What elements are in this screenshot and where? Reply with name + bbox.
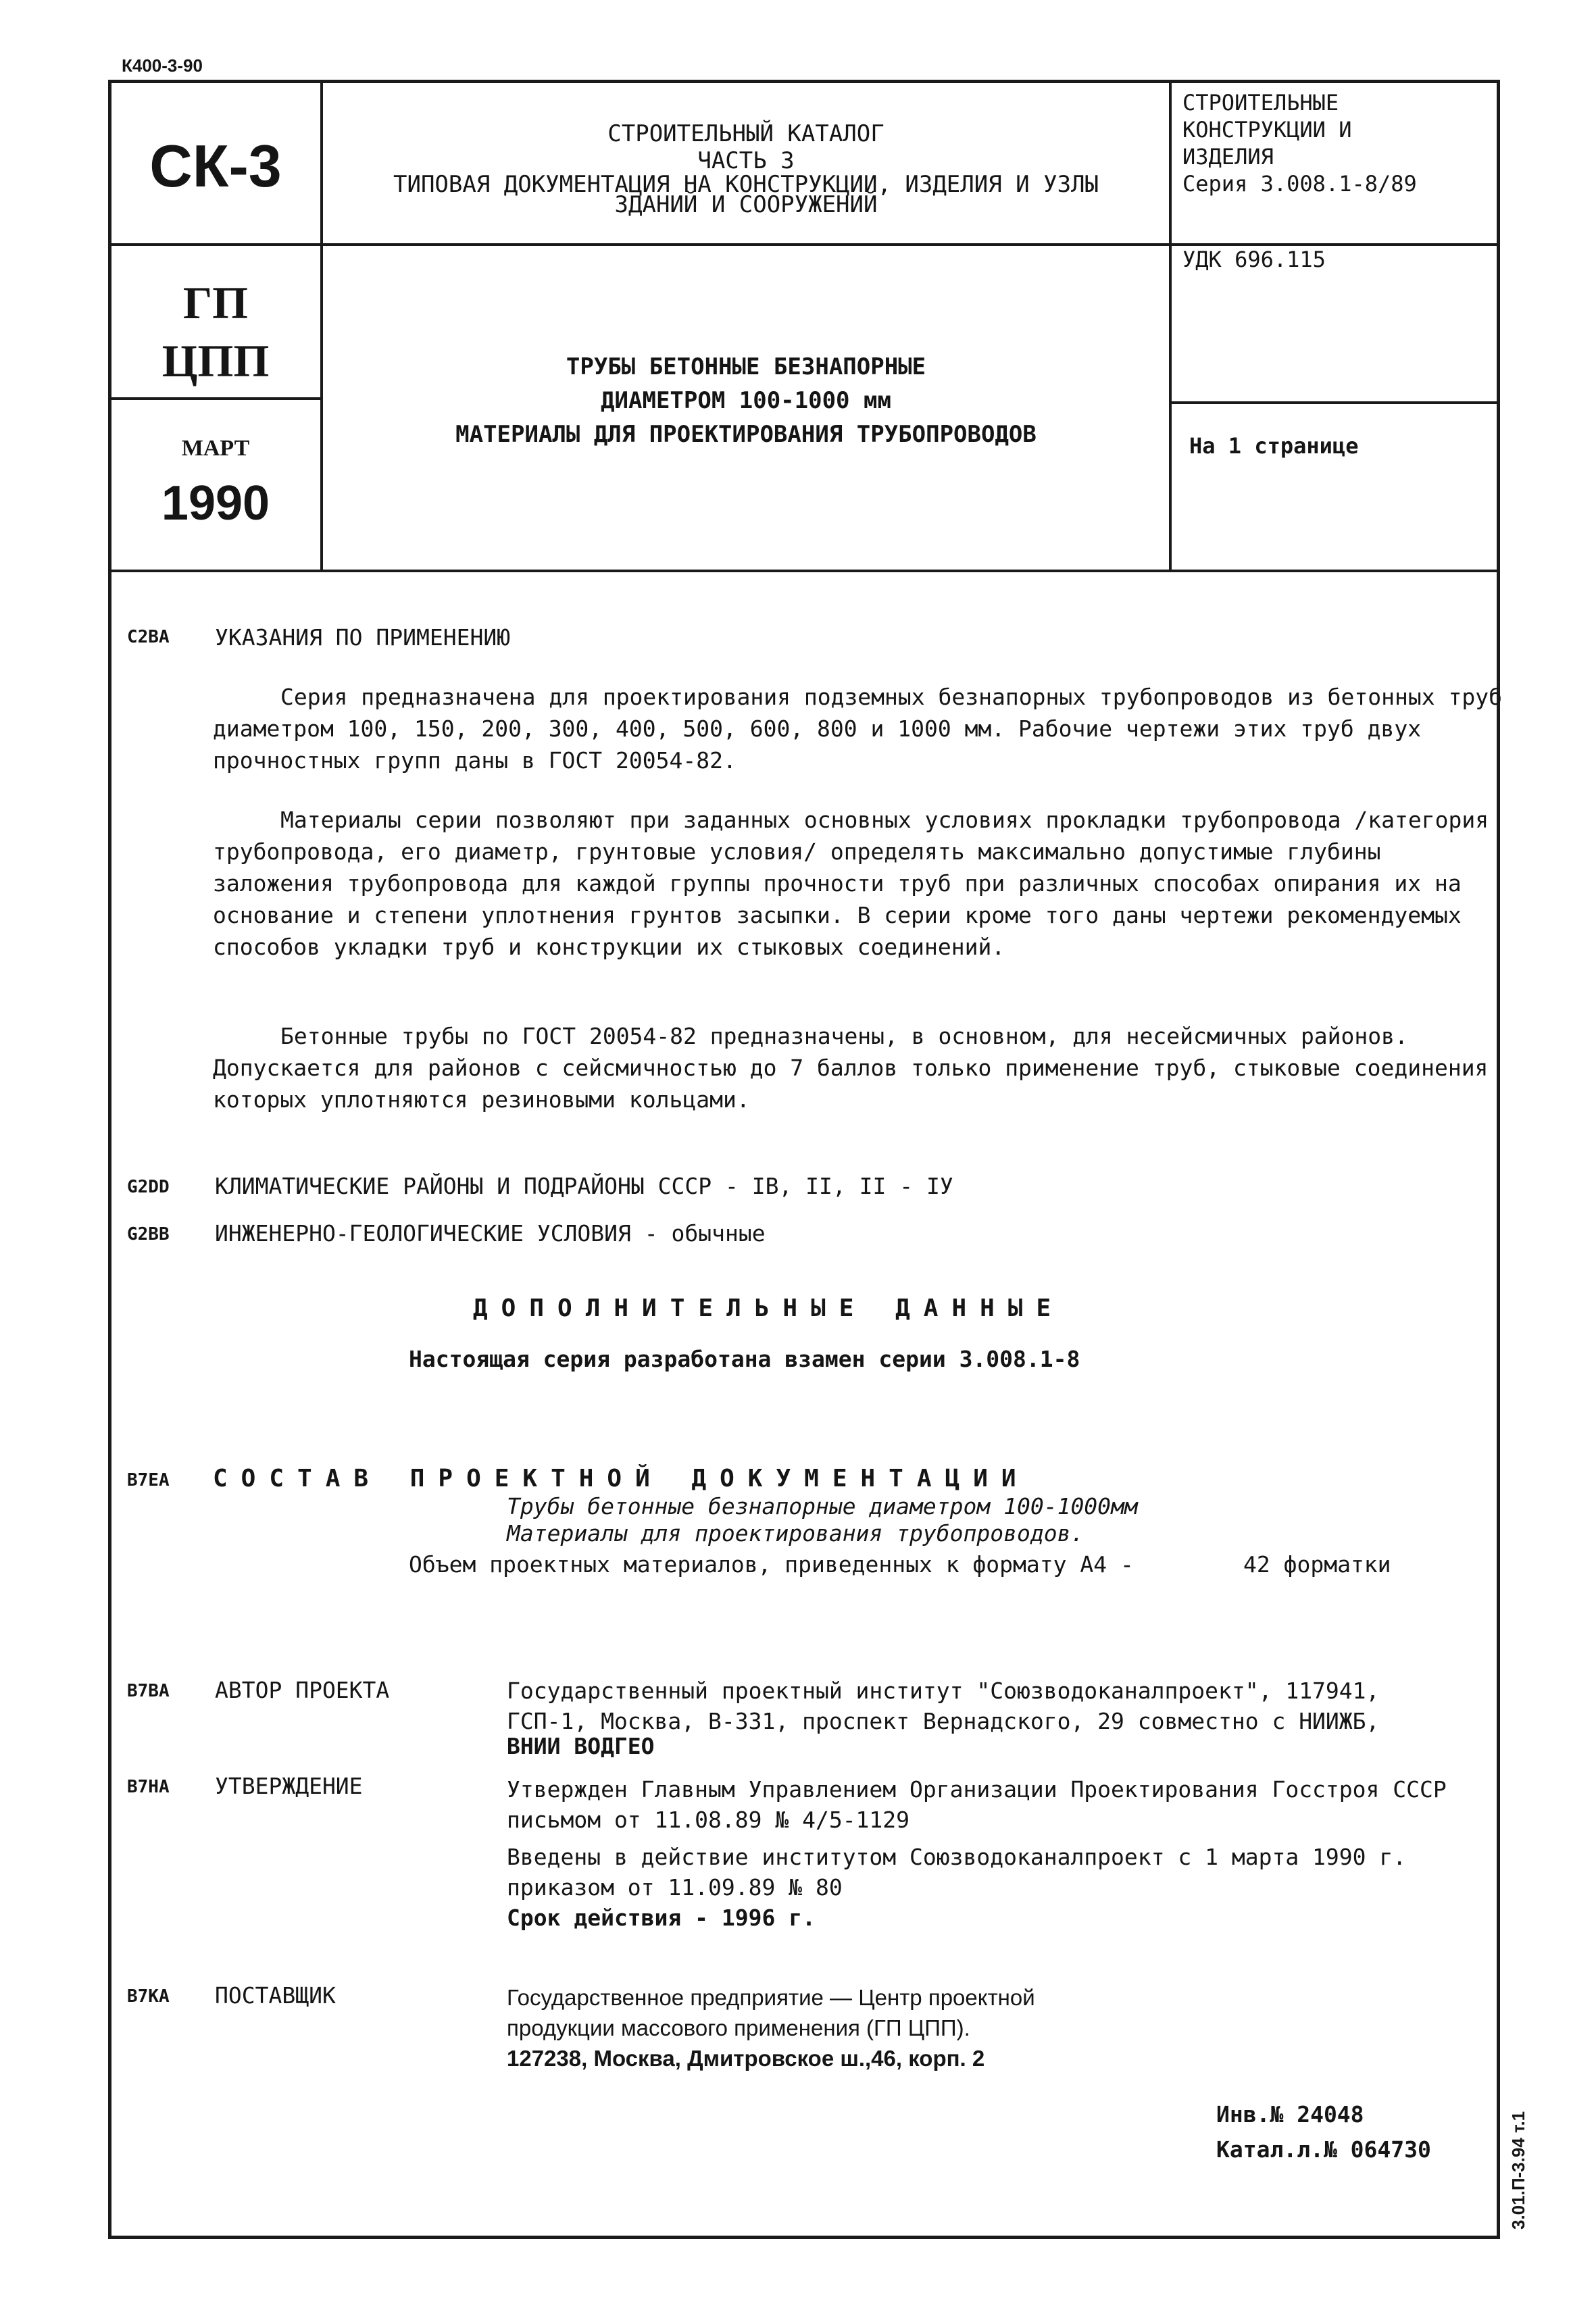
additional-heading: ДОПОЛНИТЕЛЬНЫЕ ДАННЫЕ <box>473 1294 1065 1322</box>
year: 1990 <box>161 476 270 530</box>
approval-label: УТВЕРЖДЕНИЕ <box>215 1773 363 1799</box>
catalog-title-line-1: СТРОИТЕЛЬНЫЙ КАТАЛОГ <box>607 120 884 147</box>
organization-line-1: ГП <box>182 277 249 328</box>
catalog-title-line-2: ЧАСТЬ 3 <box>697 147 795 174</box>
supplier-line-3: 127238, Москва, Дмитровское ш.,46, корп. 2 <box>507 2046 985 2071</box>
code-box: СК-3 <box>149 132 282 199</box>
catalog-title-line-4: ЗДАНИЙ И СООРУЖЕНИЙ <box>614 191 878 218</box>
approval-line-5: Срок действия - 1996 г. <box>507 1905 816 1931</box>
section-info-line-1: СТРОИТЕЛЬНЫЕ <box>1182 90 1339 116</box>
composition-volume-value: 42 форматки <box>1243 1551 1391 1578</box>
application-paragraph-1: Серия предназначена для проектирования подземных безнапорных трубопроводов из бетонных труб диаметром 100, 150, 200, 300, 400, 500, 600, 800 и 1000 мм. Рабочие чертежи этих труб двух прочностных групп даны в ГОСТ 20054-82. <box>213 684 1502 774</box>
organization-line-2: ЦПП <box>161 335 270 386</box>
supplier-line-1: Государственное предприятие — Центр проектной <box>507 1985 1035 2010</box>
author-line-2: ГСП-1, Москва, В-331, проспект Вернадского, 29 совместно с НИИЖБ, <box>507 1708 1380 1734</box>
author-label: АВТОР ПРОЕКТА <box>215 1677 390 1703</box>
catalog-title-line-3: ТИПОВАЯ ДОКУМЕНТАЦИЯ НА КОНСТРУКЦИИ, ИЗДЕЛИЯ И УЗЛЫ <box>393 171 1099 198</box>
application-heading: УКАЗАНИЯ ПО ПРИМЕНЕНИЮ <box>215 624 511 651</box>
climate-code: G2DD <box>127 1177 170 1197</box>
inventory-number: Инв.№ 24048 <box>1216 2101 1364 2128</box>
application-code: С2ВА <box>127 627 170 647</box>
document-title-line-1: ТРУБЫ БЕТОННЫЕ БЕЗНАПОРНЫЕ <box>566 353 926 380</box>
composition-volume: Объем проектных материалов, приведенных к формату А4 - <box>409 1551 1134 1578</box>
supplier-text <box>507 1982 1035 2073</box>
application-paragraph-2: Материалы серии позволяют при заданных основных условиях прокладки трубопровода /категория трубопровода, его диаметр, грунтовые условия/ определять максимально допустимые глубины заложения трубопровода для каждой группы прочности труб при различных способах опирания их на основание и степени уплотнения грунтов засыпки. В серии кроме того даны чертежи рекомендуемых способов укладки труб и конструкции их стыковых соединений. <box>213 807 1489 960</box>
header-col-divider-2 <box>1169 80 1172 570</box>
header-divider-right <box>1170 401 1500 404</box>
author-line-3: ВНИИ ВОДГЕО <box>507 1733 655 1759</box>
approval-text <box>507 1774 1447 1933</box>
composition-line-2: Материалы для проектирования трубопроводов. <box>507 1520 1084 1546</box>
application-paragraph-3: Бетонные трубы по ГОСТ 20054-82 предназначены, в основном, для несейсмичных районов. Допускается для районов с сейсмичностью до 7 баллов только применение труб, стыковые соединения которых уплотняются резиновыми кольцами. <box>213 1023 1489 1113</box>
header-divider-bottom <box>108 570 1500 572</box>
approval-line-2: письмом от 11.08.89 № 4/5-1129 <box>507 1807 910 1833</box>
geology-code: G2ВВ <box>127 1224 170 1244</box>
additional-text: Настоящая серия разработана взамен серии 3.008.1-8 <box>409 1346 1080 1372</box>
author-code: В7ВА <box>127 1681 170 1701</box>
document-title-line-2: ДИАМЕТРОМ 100-1000 мм <box>601 387 891 414</box>
approval-line-1: Утвержден Главным Управлением Организации Проектирования Госстроя СССР <box>507 1776 1447 1803</box>
section-info-line-4: Серия 3.008.1-8/89 <box>1182 171 1417 197</box>
approval-code: В7НА <box>127 1777 170 1797</box>
catalog-title <box>323 120 1169 218</box>
catalog-sheet-number: Катал.л.№ 064730 <box>1216 2136 1431 2163</box>
supplier-line-2: продукции массового применения (ГП ЦПП). <box>507 2015 970 2040</box>
udk: УДК 696.115 <box>1182 247 1326 272</box>
section-info <box>1182 89 1493 197</box>
supplier-code: В7КА <box>127 1986 170 2007</box>
section-info-line-3: ИЗДЕЛИЯ <box>1182 144 1274 170</box>
document-title <box>323 350 1169 451</box>
author-text <box>507 1676 1379 1757</box>
geology-text: ИНЖЕНЕРНО-ГЕОЛОГИЧЕСКИЕ УСЛОВИЯ - обычные <box>215 1220 766 1247</box>
composition-heading: СОСТАВ ПРОЕКТНОЙ ДОКУМЕНТАЦИИ <box>213 1465 1030 1492</box>
pages-count: На 1 странице <box>1189 433 1359 459</box>
author-line-1: Государственный проектный институт "Союзводоканалпроект", 117941, <box>507 1678 1380 1704</box>
side-stamp: 3.01.П-3.94 т.1 <box>1508 2111 1528 2230</box>
supplier-label: ПОСТАВЩИК <box>215 1982 336 2009</box>
section-info-line-2: КОНСТРУКЦИИ И <box>1182 117 1352 143</box>
header-divider-left <box>108 397 323 400</box>
month: МАРТ <box>181 436 250 461</box>
composition-code: В7ЕА <box>127 1470 170 1490</box>
organization <box>111 274 320 390</box>
document-code: К400-3-90 <box>122 55 203 76</box>
climate-text: КЛИМАТИЧЕСКИЕ РАЙОНЫ И ПОДРАЙОНЫ СССР - IВ, II, II - IУ <box>215 1173 953 1199</box>
composition-line-1: Трубы бетонные безнапорные диаметром 100-1000мм <box>507 1493 1138 1519</box>
approval-line-3: Введены в действие институтом Союзводоканалпроект с 1 марта 1990 г. <box>507 1844 1407 1870</box>
document-title-line-3: МАТЕРИАЛЫ ДЛЯ ПРОЕКТИРОВАНИЯ ТРУБОПРОВОДОВ <box>455 421 1037 448</box>
approval-line-4: приказом от 11.09.89 № 80 <box>507 1874 843 1901</box>
